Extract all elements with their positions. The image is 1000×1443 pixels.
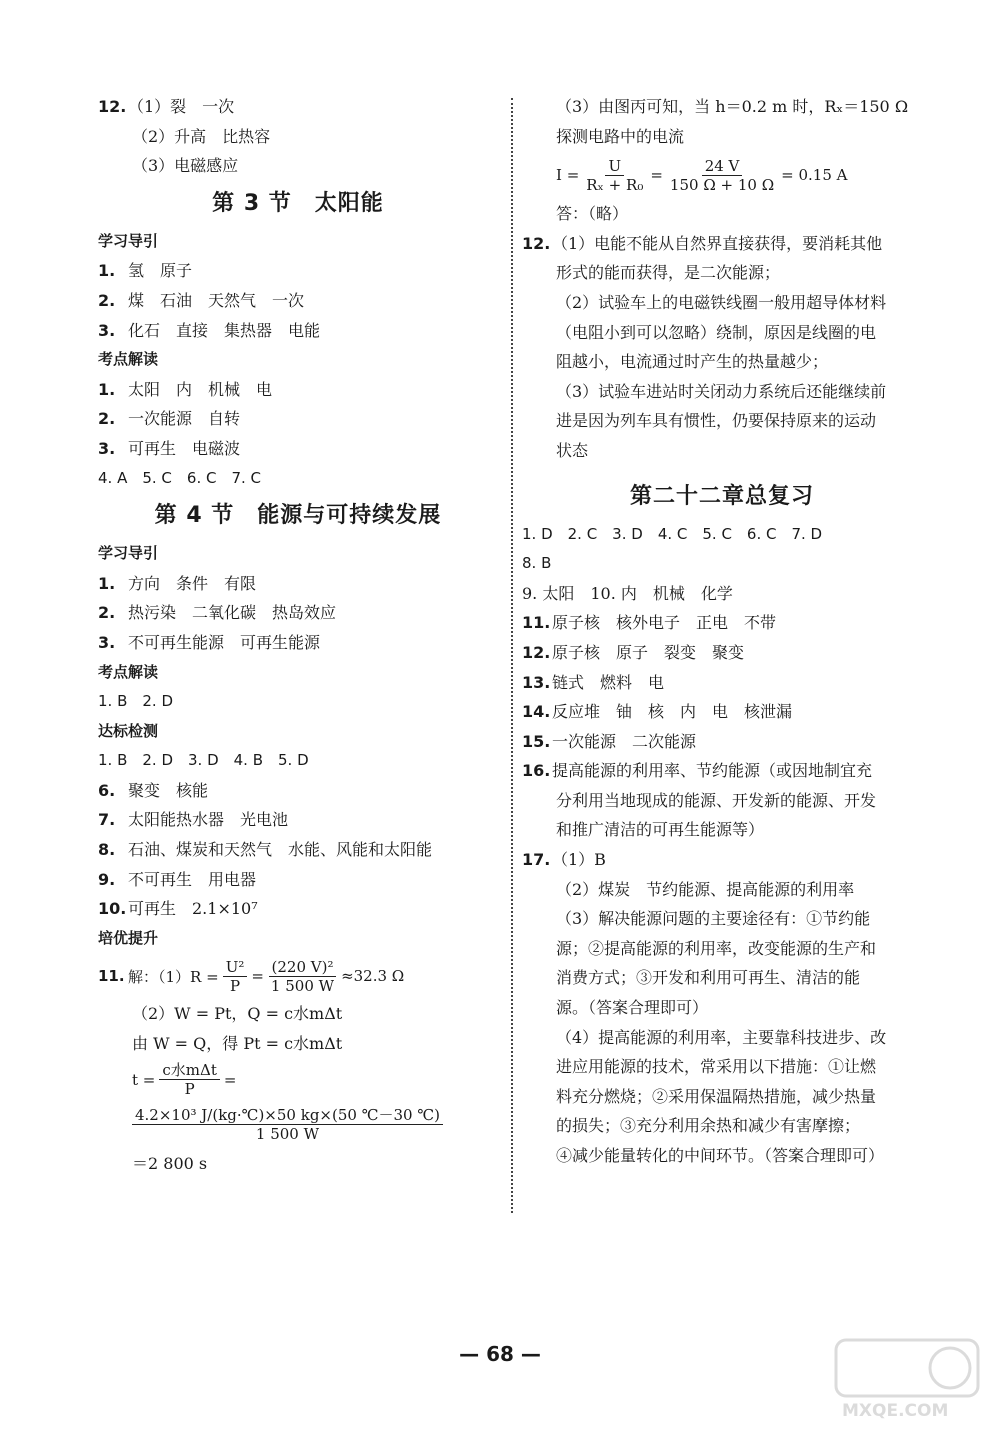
formula-line: 由 W = Q，得 Pt = c水mΔt: [132, 1034, 343, 1054]
answer-line: （2）煤炭 节约能源、提高能源的利用率: [556, 879, 855, 899]
answer-line: 1. B 2. D 3. D 4. B 5. D: [98, 751, 309, 770]
answer-line: 8. 石油、煤炭和天然气 水能、风能和太阳能: [98, 840, 433, 860]
answer-line: 探测电路中的电流: [556, 126, 685, 146]
watermark-logo: [832, 1334, 982, 1429]
answer-line: 4. A 5. C 6. C 7. C: [98, 468, 262, 487]
answer-line: 3. 不可再生能源 可再生能源: [98, 632, 321, 652]
section-title: 第 4 节 能源与可持续发展: [154, 503, 442, 529]
subsection-heading: 学习导引: [98, 544, 159, 563]
formula-result: ＝2 800 s: [132, 1153, 208, 1173]
answer-line: 1. 氢 原子: [98, 261, 193, 281]
answer-line: （3）电磁感应: [132, 156, 239, 176]
answer-line: 答：（略）: [556, 204, 629, 224]
answer-line: 9. 太阳 10. 内 机械 化学: [522, 583, 733, 603]
left-column: [98, 92, 498, 1178]
answer-line: 6. 聚变 核能: [98, 780, 209, 800]
answer-line: 进应用能源的技术，常采用以下措施：①让燃: [556, 1057, 877, 1077]
answer-line: 1. D 2. C 3. D 4. C 5. C 6. C 7. D: [522, 524, 823, 543]
answer-line: 2. 热污染 二氧化碳 热岛效应: [98, 603, 337, 623]
answer-line: 状态: [556, 440, 589, 460]
answer-line: 料充分燃烧；②采用保温隔热措施，减少热量: [556, 1086, 877, 1106]
answer-line: 8. B: [522, 554, 552, 573]
answer-line: （2）试验车上的电磁铁线圈一般用超导体材料: [556, 292, 887, 312]
answer-line: 和推广清洁的可再生能源等）: [556, 820, 765, 840]
answer-line: 7. 太阳能热水器 光电池: [98, 810, 289, 830]
formula-resistance: 11. 解：（1）R = $\frac{\text{U²}}{P}$ = $\frac{\text{(220 V)²}}{1 500 W}$ ≈32.3 Ω: [98, 957, 405, 995]
answer-line: 3. 化石 直接 集热器 电能: [98, 320, 321, 340]
answer-line: 12. （1）裂 一次: [98, 97, 235, 116]
answer-line: 阻越小，电流通过时产生的热量越少；: [556, 352, 829, 372]
answer-line: （3）由图丙可知，当 h＝0.2 m 时，Rₓ＝150 Ω: [556, 97, 909, 116]
subsection-heading: 考点解读: [98, 662, 159, 681]
answer-line: （2）升高 比热容: [132, 126, 271, 146]
subsection-heading: 达标检测: [98, 721, 159, 740]
answer-line: 16. 提高能源的利用率、节约能源（或因地制宜充: [522, 761, 873, 781]
formula-current: I = $\frac{U}{\text{Rₓ + R₀}}$ = $\frac{24 V}{150 \Omega + 10 \Omega}$ = 0.15 A: [556, 156, 848, 194]
answer-line: 消费方式；③开发和利用可再生、清洁的能: [556, 968, 861, 988]
answer-line: 1. 方向 条件 有限: [98, 573, 257, 593]
answer-line: 13. 链式 燃料 电: [522, 672, 665, 692]
answer-line: 源；②提高能源的利用率，改变能源的生产和: [556, 938, 877, 958]
answer-line: 12. （1）电能不能从自然界直接获得，要消耗其他: [522, 233, 883, 253]
answer-line: 12. 原子核 原子 裂变 聚变: [522, 642, 745, 662]
answer-line: 1. 太阳 内 机械 电: [98, 379, 273, 399]
section-title: 第 3 节 太阳能: [212, 190, 384, 216]
section-title: 第二十二章总复习: [629, 483, 814, 509]
answer-line: 14. 反应堆 铀 核 内 电 核泄漏: [522, 702, 793, 722]
formula-line: （2）W = Pt，Q = c水mΔt: [132, 1004, 343, 1024]
column-divider: [511, 98, 513, 1213]
answer-line: 进是因为列车具有惯性，仍要保持原来的运动: [556, 411, 877, 431]
answer-line: 源。（答案合理即可）: [556, 998, 709, 1018]
answer-line: 2. 一次能源 自转: [98, 409, 241, 429]
subsection-heading: 学习导引: [98, 231, 159, 250]
answer-line: 形式的能而获得，是二次能源；: [556, 263, 781, 283]
right-column: [522, 92, 922, 1171]
answer-line: 的损失；③充分利用余热和减少有害摩擦；: [556, 1116, 861, 1136]
answer-line: ④减少能量转化的中间环节。（答案合理即可）: [556, 1146, 885, 1165]
formula-time: t = $\frac{\text{c水mΔt}}{P}$ =: [132, 1061, 237, 1099]
answer-line: 9. 不可再生 用电器: [98, 869, 257, 889]
answer-line: 分利用当地现成的能源、开发新的能源、开发: [556, 790, 877, 810]
subsection-heading: 考点解读: [98, 350, 159, 369]
formula-time-values: $\frac{\text{4.2×10³ J/(kg·℃)×50 kg×(50 ℃－30 ℃)}}{1 500 W}$: [98, 1101, 498, 1149]
answer-line: 10. 可再生 2.1×10⁷: [98, 899, 258, 919]
answer-line: 17. （1）B: [522, 850, 606, 870]
answer-line: 3. 可再生 电磁波: [98, 438, 241, 458]
answer-line: （4）提高能源的利用率，主要靠科技进步、改: [556, 1027, 887, 1047]
answer-line: 11. 原子核 核外电子 正电 不带: [522, 613, 777, 633]
svg-text:MXQE.COM: MXQE.COM: [842, 1401, 949, 1421]
subsection-heading: 培优提升: [98, 928, 159, 947]
answer-line: （电阻小到可以忽略）绕制，原因是线圈的电: [556, 322, 877, 342]
answer-line: 1. B 2. D: [98, 692, 174, 711]
answer-line: （3）解决能源问题的主要途径有：①节约能: [556, 909, 871, 929]
answer-line: 2. 煤 石油 天然气 一次: [98, 290, 305, 310]
page-number: — 68 —: [459, 1342, 541, 1366]
answer-line: （3）试验车进站时关闭动力系统后还能继续前: [556, 381, 887, 401]
answer-line: 15. 一次能源 二次能源: [522, 731, 697, 751]
